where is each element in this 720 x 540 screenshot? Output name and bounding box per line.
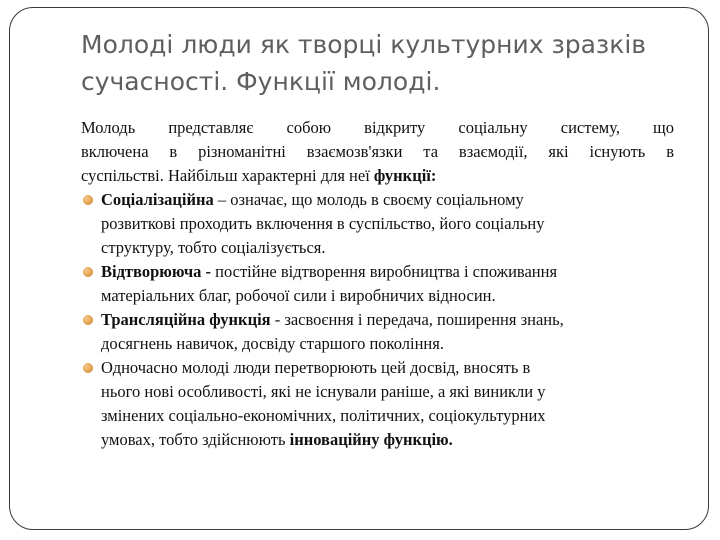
item-1-line-1 — [101, 188, 674, 212]
intro-line-3-text: суспільстві. Найбільш характерні для неї — [81, 166, 374, 185]
item-1-line-2: розвиткові проходить включення в суспільство, його соціальну — [101, 214, 545, 233]
bullet-icon — [83, 195, 93, 205]
item-4-line-4-text: умовах, тобто здійснюють — [101, 430, 290, 449]
functions-list — [81, 188, 674, 452]
intro-line-2: включена в різноманітні взаємозв'язки та взаємодії, які існують в — [81, 142, 674, 161]
item-4-line-3: змінених соціально-економічних, політичних, соціокультурних — [101, 406, 546, 425]
list-item-reproduction — [81, 260, 674, 308]
intro-line-3 — [81, 164, 674, 188]
item-2-line-1-text: постійне відтворення виробництва і споживання — [211, 262, 558, 281]
intro-functions-label: функції: — [373, 166, 437, 185]
item-2-line-2: матеріальних благ, робочої сили і виробничих відносин. — [101, 286, 496, 305]
item-4-line-1: Одночасно молоді люди перетворюють цей досвід, вносять в — [101, 358, 531, 377]
list-item-socialization — [81, 188, 674, 260]
item-2-line-1 — [101, 260, 674, 284]
bullet-icon — [83, 315, 93, 325]
item-1-line-1-text: – означає, що молодь в своєму соціальному — [213, 190, 524, 209]
item-4-term: інноваційну функцію. — [289, 430, 453, 449]
bullet-icon — [83, 267, 93, 277]
title-line-2: сучасності. Функції молоді. — [81, 67, 441, 96]
slide-body — [81, 116, 674, 452]
intro-line-1: Молодь представляє собою відкриту соціальну систему, що — [81, 118, 674, 137]
item-4-line-2: нього нові особливості, які не існували раніше, а які виникли у — [101, 382, 546, 401]
list-item-translation — [81, 308, 674, 356]
bullet-icon — [83, 363, 93, 373]
item-2-term: Відтворююча - — [101, 262, 212, 281]
intro-paragraph — [81, 116, 674, 188]
item-1-term: Соціалізаційна — [101, 190, 214, 209]
item-4-line-4 — [101, 428, 674, 452]
item-3-line-1-text: - засвоєння і передача, поширення знань, — [270, 310, 564, 329]
list-item-innovation — [81, 356, 674, 452]
item-3-line-1 — [101, 308, 674, 332]
item-3-term: Трансляційна функція — [101, 310, 271, 329]
slide-title — [81, 26, 681, 100]
item-3-line-2: досягнень навичок, досвіду старшого покоління. — [101, 334, 444, 353]
item-1-line-3: структуру, тобто соціалізується. — [101, 238, 326, 257]
title-line-1: Молоді люди як творці культурних зразків — [81, 30, 647, 59]
